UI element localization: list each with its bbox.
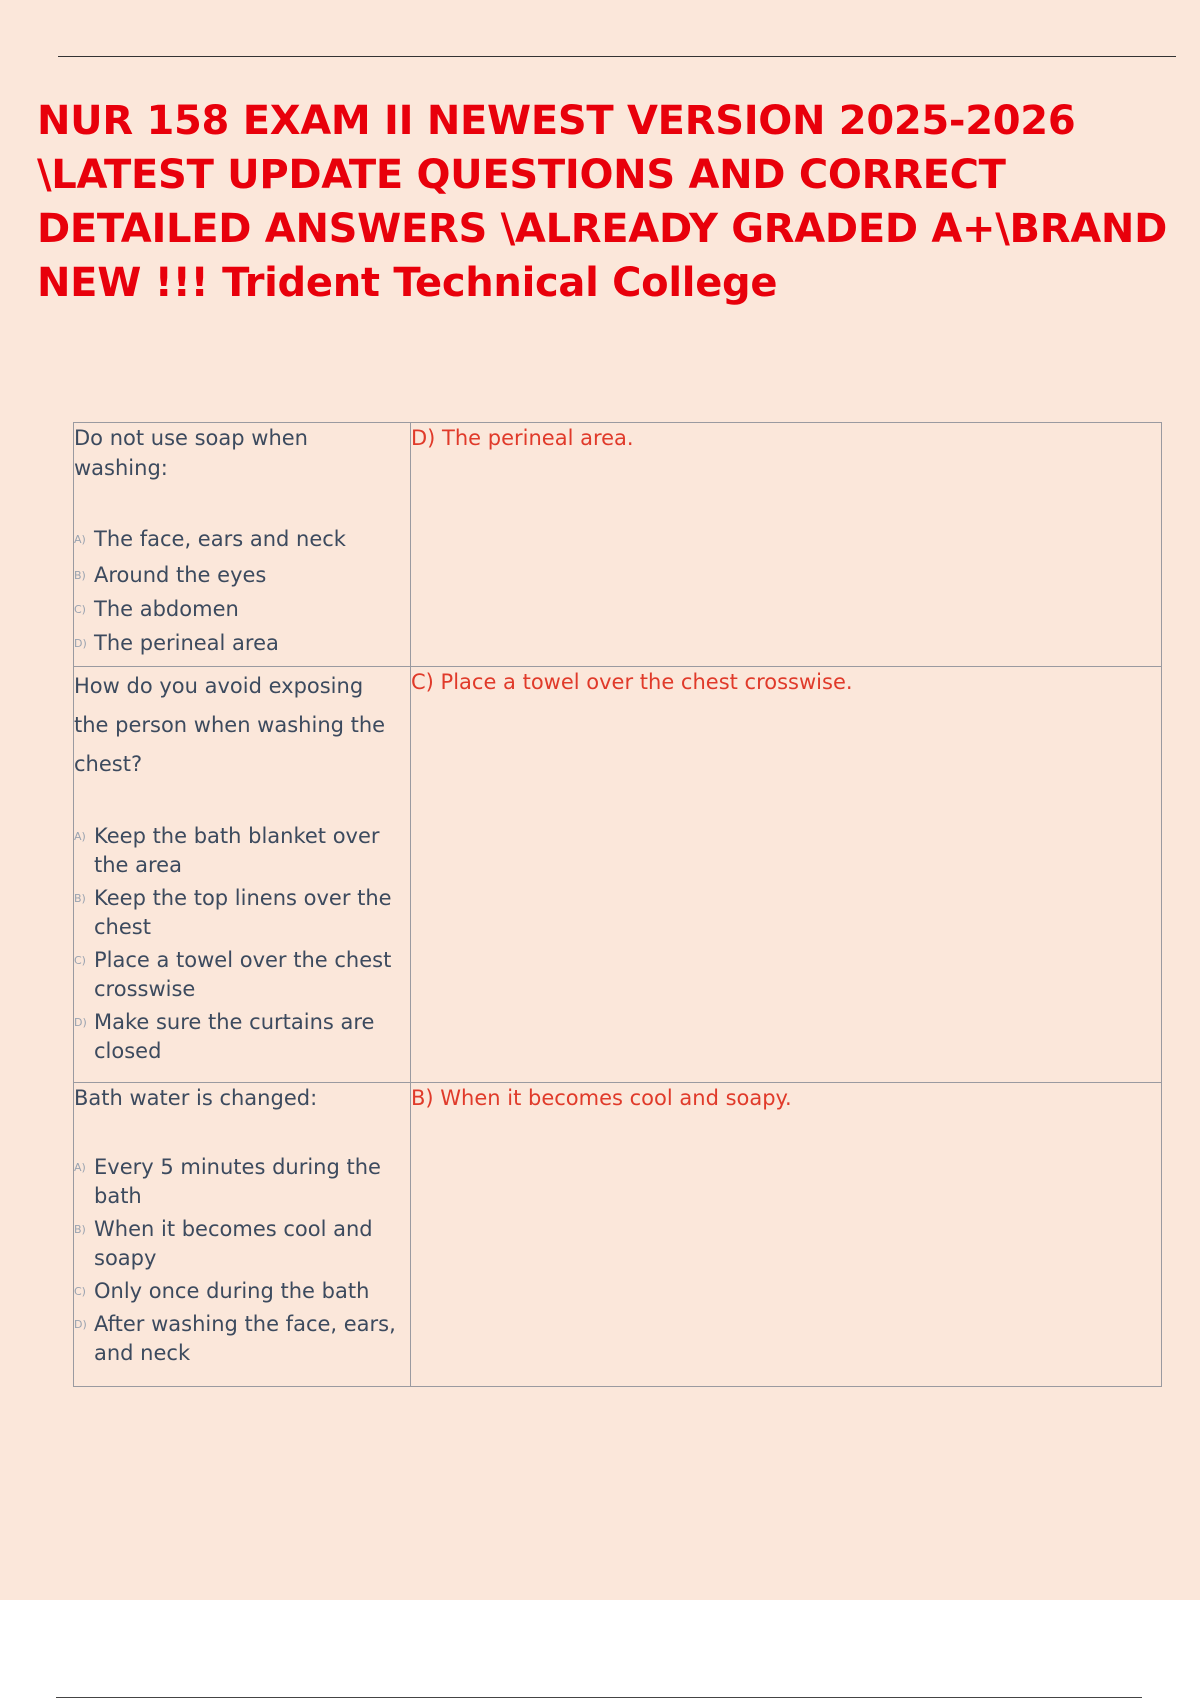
- document-title: NUR 158 EXAM II NEWEST VERSION 2025-2026 \LATEST UPDATE QUESTIONS AND CORRECT DETAILED ANSWERS \ALREADY GRADED A+\BRAND NEW !!! Trident Technical College: [37, 98, 1167, 306]
- list-item: C) Place a towel over the chest crosswise: [74, 948, 392, 1001]
- question-text: How do you avoid exposing the person when washing the chest?: [74, 674, 386, 776]
- list-item: C) The abdomen: [74, 597, 239, 621]
- list-item: B) Keep the top linens over the chest: [74, 886, 392, 939]
- question-cell: [74, 1083, 411, 1387]
- list-item: D) The perineal area: [74, 631, 279, 655]
- list-item: D) After washing the face, ears, and neck: [74, 1312, 396, 1365]
- options-list: [74, 822, 404, 1070]
- list-item: B) When it becomes cool and soapy: [74, 1217, 373, 1270]
- answer-cell: D) The perineal area.: [411, 423, 1162, 667]
- options-list: [74, 1153, 396, 1372]
- header-rule: [58, 56, 1176, 57]
- table-row: [74, 667, 1162, 1083]
- options-list: [74, 525, 410, 658]
- question-cell: [74, 667, 411, 1083]
- list-item: A) The face, ears and neck: [74, 527, 346, 551]
- footer-rule: [56, 1697, 1142, 1698]
- list-item: A) Keep the bath blanket over the area: [74, 824, 380, 877]
- table-row: [74, 423, 1162, 667]
- answer-cell: C) Place a towel over the chest crosswise.: [411, 667, 1162, 1083]
- question-text: Bath water is changed:: [74, 1086, 318, 1110]
- list-item: A) Every 5 minutes during the bath: [74, 1155, 381, 1208]
- answer-cell: B) When it becomes cool and soapy.: [411, 1083, 1162, 1387]
- qa-table: [73, 422, 1162, 1387]
- table-row: [74, 1083, 1162, 1387]
- question-cell: [74, 423, 411, 667]
- list-item: D) Make sure the curtains are closed: [74, 1010, 375, 1063]
- question-text: Do not use soap when washing:: [74, 426, 308, 480]
- list-item: C) Only once during the bath: [74, 1279, 370, 1303]
- list-item: B) Around the eyes: [74, 563, 267, 587]
